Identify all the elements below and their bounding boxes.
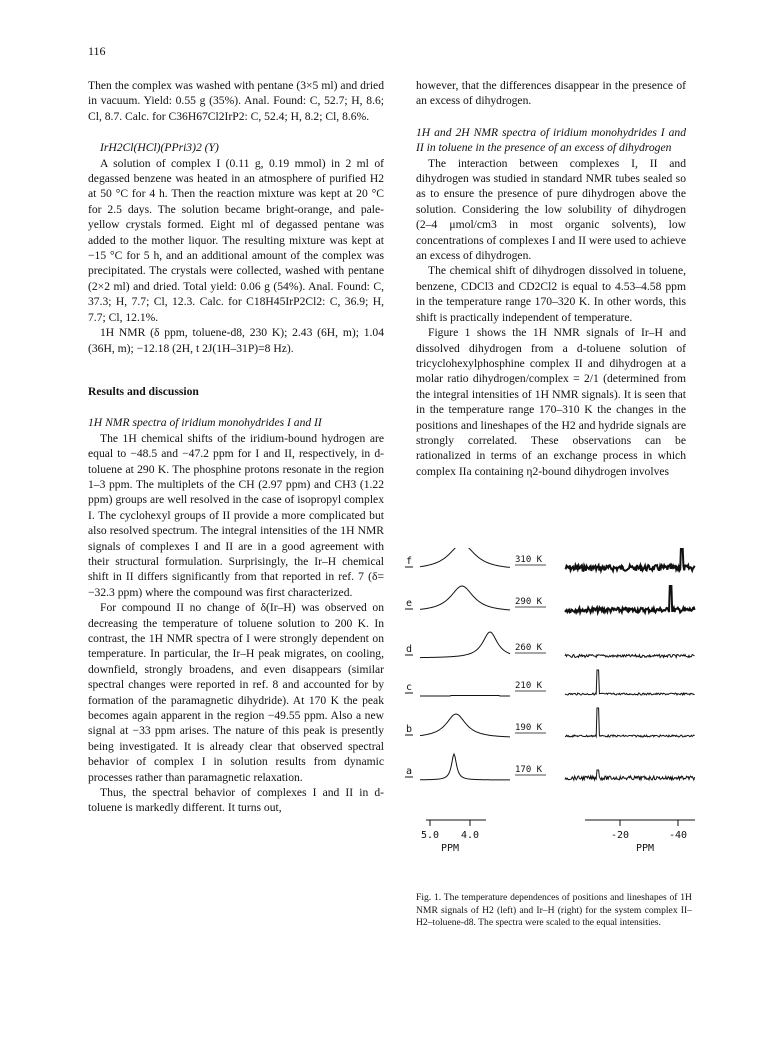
panel-letter: c (406, 682, 413, 693)
subsection-heading: 1H NMR spectra of iridium monohydrides I and II (88, 416, 322, 430)
h2-spectrum-trace (420, 548, 510, 567)
temperature-label: 210 K (515, 681, 543, 691)
temperature-label: 310 K (515, 555, 543, 565)
panel-letter: b (406, 724, 413, 735)
paragraph: The 1H chemical shifts of the iridium-bound hydrogen are equal to −48.5 and −47.2 ppm for I and II, respectively, in d-toluene at 290 K. The phosphine protons resonate in the region 1–3 ppm. The multiplets of the CH (2.97 ppm) and CH3 (1.22 ppm) groups are well resolved in the case of isopropyl complex I. The cyclohexyl groups of II provide a more complicated but also resolved spectrum. The integral intensities of the 1H NMR signals of complexes I and II are in a good agreement with their structural formulation. Surprisingly, the Ir–H chemical shift in II differs significantly from that reported in ref. 7 (δ= −32.3 ppm) where the compound was first characterized. (88, 431, 384, 599)
panel-letter: f (406, 556, 413, 567)
right-axis-tick-label: -40 (668, 830, 688, 841)
temperature-label: 260 K (515, 643, 543, 653)
left-axis-tick-label: 4.0 (460, 830, 480, 841)
paragraph: The chemical shift of dihydrogen dissolved in toluene, benzene, CDCl3 and CD2Cl2 is equal to 4.53–4.58 ppm in the temperature range 170–320 K. In other words, this shift is practically independent of temperature. (416, 264, 686, 324)
figure-1 (390, 548, 700, 868)
h2-spectrum-trace (420, 714, 510, 737)
temperature-label: 290 K (515, 597, 543, 607)
paragraph: Then the complex was washed with pentane (3×5 ml) and dried in vacuum. Yield: 0.55 g (35%). Anal. Found: C, 52.7; H, 8.6; Cl, 8.7. Calc. for C36H67Cl2IrP2: C, 52.4; H, 8.2; Cl, 8.6%. (88, 79, 384, 123)
irh-spectrum-trace (565, 670, 695, 695)
left-column (88, 78, 384, 816)
paragraph: 1H NMR (δ ppm, toluene-d8, 230 K); 2.43 (6H, m); 1.04 (36H, m); −12.18 (2H, t 2J(1H–31P)=8 Hz). (88, 326, 384, 355)
paragraph: Thus, the spectral behavior of complexes I and II in d-toluene is markedly different. It turns out, (88, 786, 384, 815)
irh-spectrum-trace (565, 548, 695, 571)
h2-spectrum-trace (420, 754, 510, 780)
temperature-label: 190 K (515, 723, 543, 733)
page-number: 116 (88, 44, 106, 58)
panel-letter: a (406, 766, 413, 777)
right-axis-unit: PPM (635, 843, 655, 854)
panel-letter: e (406, 598, 413, 609)
left-axis-unit: PPM (440, 843, 460, 854)
irh-spectrum-trace (565, 708, 695, 737)
paragraph: however, that the differences disappear in the presence of an excess of dihydrogen. (416, 79, 686, 108)
irh-spectrum-trace (565, 655, 695, 658)
caption-text: Fig. 1. The temperature dependences of positions and lineshapes of 1H NMR signals of H2 (left) and Ir–H (right) for the system complex II–H2–toluene-d8. The spectra were scaled to the equal intensities. (416, 892, 692, 929)
h2-spectrum-trace (420, 696, 510, 697)
paragraph: A solution of complex I (0.11 g, 0.19 mmol) in 2 ml of degassed benzene was heated in an atmosphere of purified H2 at 50 °C for 4 h. Then the reaction mixture was kept at 20 °C for 2.5 days. The solution became bright-orange, and pale-yellow crystals formed. Eight ml of degassed pentane was added to the mother liquor. The resulting mixture was kept at −15 °C for 5 h, and an additional amount of the complex was precipitated. The crystals were collected, washed with pentane (2×2 ml) and dried. Total yield: 0.06 g (54%). Anal. Found: C, 37.3; H, 7.7; Cl, 12.3. Calc. for C18H45IrP2Cl2: C, 36.9; H, 7.7; Cl, 12.1%. (88, 156, 384, 324)
paragraph: For compound II no change of δ(Ir–H) was observed on decreasing the temperature of toluene solution to 200 K. In contrast, the 1H NMR spectra of I were strongly dependent on temperature. In particular, the Ir–H peak migrates, on cooling, downfield, strongly broadens, and even disappears (similar spectral changes were reported in ref. 8 and accounted for by formation of the paramagnetic dihydride). At 170 K the peak becomes again apparent in the region −49.55 ppm. Also a new signal at −33 ppm arises. The nature of this peak is presently being investigated. It is already clear that observed spectral behavior of complex I in solution results from dynamic processes rather than paramagnetic relaxation. (88, 601, 384, 784)
figure-caption (416, 892, 692, 930)
right-axis-tick-label: -20 (610, 830, 630, 841)
temperature-label: 170 K (515, 765, 543, 775)
compound-heading: IrH2Cl(HCl)(PPri3)2 (Y) (100, 141, 219, 155)
right-column (416, 78, 686, 479)
subsection-heading: 1H and 2H NMR spectra of iridium monohydrides I and II in toluene in the presence of an excess of dihydrogen (416, 125, 686, 155)
left-axis-tick-label: 5.0 (420, 830, 440, 841)
section-heading: Results and discussion (88, 384, 199, 398)
nmr-spectra-figure (390, 548, 700, 868)
paragraph: The interaction between complexes I, II and dihydrogen was studied in standard NMR tubes sealed so as to ensure the presence of pure dihydrogen above the solution. Considering the low solubility of dihydrogen (2–4 μmol/cm3 in most organic solvents), low concentrations of complexes I and II were used to achieve an excess of dihydrogen. (416, 156, 686, 263)
irh-spectrum-trace (565, 586, 695, 612)
panel-letter: d (406, 644, 413, 655)
paragraph: Figure 1 shows the 1H NMR signals of Ir–H and dissolved dihydrogen from a d-toluene solution of tricyclohexylphosphine complex II and dihydrogen at a molar ratio dihydrogen/complex = 2/1 (determined from the integral intensities of 1H NMR signals). It is seen that in the temperature range 170–310 K the changes in the positions and lineshapes of the H2 and hydride signals are strongly correlated. These observations can be rationalized in terms of an exchange process in which complex IIa containing η2-bound dihydrogen involves (416, 326, 686, 478)
h2-spectrum-trace (420, 632, 510, 658)
irh-spectrum-trace (565, 770, 695, 780)
h2-spectrum-trace (420, 586, 510, 610)
